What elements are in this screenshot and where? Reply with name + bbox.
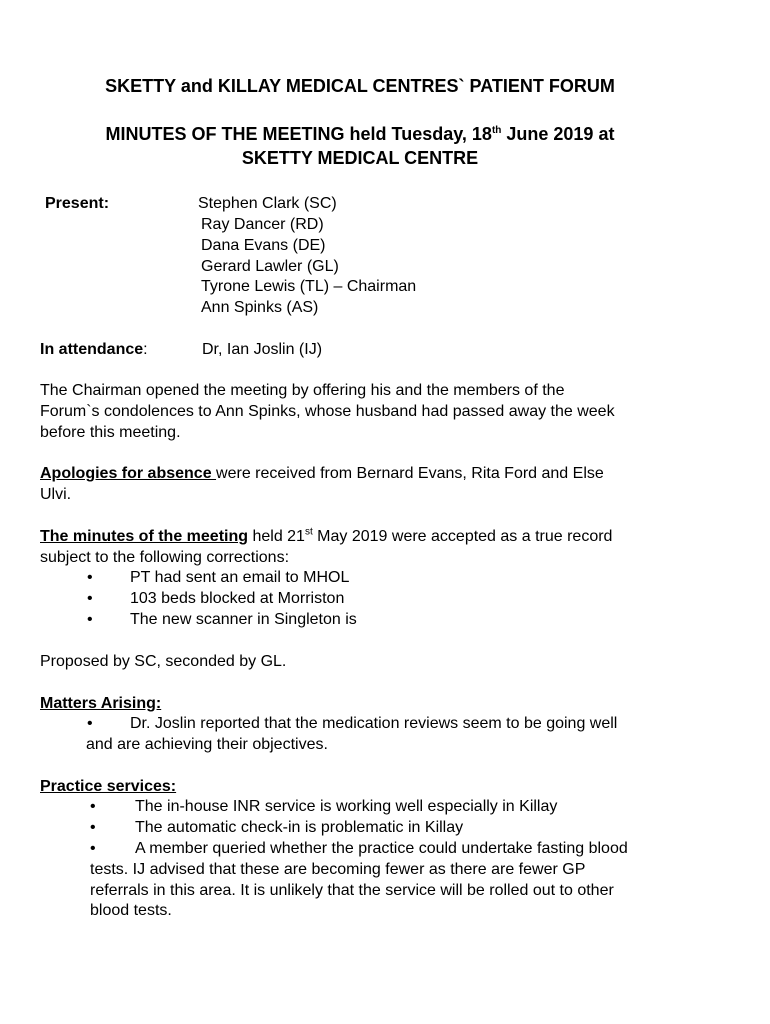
minutes-text-prefix: held 21: [248, 528, 305, 545]
present-member: Ray Dancer (RD): [201, 216, 324, 233]
apologies-heading: Apologies for absence: [40, 465, 217, 482]
practice-item-line: referrals in this area. It is unlikely that the service will be rolled out to other: [90, 882, 614, 899]
matters-item-line: Dr. Joslin reported that the medication reviews seem to be going well: [130, 715, 618, 732]
apologies-line: Ulvi.: [40, 486, 72, 503]
apologies-text: were received from Bernard Evans, Rita Ford and Else: [216, 465, 604, 482]
opening-line: before this meeting.: [40, 424, 181, 441]
minutes-line: [40, 527, 612, 547]
present-member: Tyrone Lewis (TL) – Chairman: [201, 278, 417, 295]
attendance-value: Dr, Ian Joslin (IJ): [202, 341, 323, 358]
bullet-glyph: •: [87, 611, 93, 628]
meeting-venue: SKETTY MEDICAL CENTRE: [241, 148, 479, 168]
apologies-line: [40, 464, 604, 484]
practice-item-line: A member queried whether the practice could undertake fasting blood: [135, 840, 628, 857]
meeting-title-prefix: MINUTES OF THE MEETING held Tuesday, 18: [105, 124, 492, 144]
present-member: Gerard Lawler (GL): [201, 258, 339, 275]
bullet-glyph: •: [90, 819, 96, 836]
practice-heading: Practice services:: [40, 778, 177, 795]
meeting-title-ordinal: th: [491, 125, 502, 136]
attendance-label: [40, 340, 148, 360]
meeting-title: [0, 124, 720, 144]
practice-item: The in-house INR service is working well especially in Killay: [135, 798, 558, 815]
present-member: Ann Spinks (AS): [201, 299, 319, 316]
practice-item: The automatic check-in is problematic in Killay: [135, 819, 464, 836]
opening-line: The Chairman opened the meeting by offering his and the members of the: [40, 382, 565, 399]
opening-line: Forum`s condolences to Ann Spinks, whose husband had passed away the week: [40, 403, 615, 420]
practice-item-line: blood tests.: [90, 902, 172, 919]
bullet-glyph: •: [90, 840, 96, 857]
present-label: Present:: [45, 195, 110, 212]
correction-item: PT had sent an email to MHOL: [130, 569, 350, 586]
minutes-text-suffix: May 2019 were accepted as a true record: [312, 528, 613, 545]
bullet-glyph: •: [87, 569, 93, 586]
present-member: Stephen Clark (SC): [198, 195, 337, 212]
bullet-glyph: •: [90, 798, 96, 815]
correction-item: 103 beds blocked at Morriston: [130, 590, 345, 607]
matters-heading: Matters Arising:: [40, 695, 162, 712]
bullet-glyph: •: [87, 715, 93, 732]
attendance-colon: :: [143, 341, 148, 358]
minutes-line: subject to the following corrections:: [40, 549, 290, 566]
practice-item-line: tests. IJ advised that these are becoming fewer as there are fewer GP: [90, 861, 586, 878]
forum-title: SKETTY and KILLAY MEDICAL CENTRES` PATIENT FORUM: [105, 76, 615, 96]
attendance-label-text: In attendance: [40, 341, 144, 358]
correction-item: The new scanner in Singleton is: [130, 611, 357, 628]
bullet-glyph: •: [87, 590, 93, 607]
minutes-heading: The minutes of the meeting: [40, 528, 249, 545]
matters-item-line: and are achieving their objectives.: [86, 736, 328, 753]
minutes-date-ordinal: st: [304, 526, 313, 538]
meeting-title-suffix: June 2019 at: [501, 124, 615, 144]
proposed-line: Proposed by SC, seconded by GL.: [40, 653, 287, 670]
present-member: Dana Evans (DE): [201, 237, 326, 254]
